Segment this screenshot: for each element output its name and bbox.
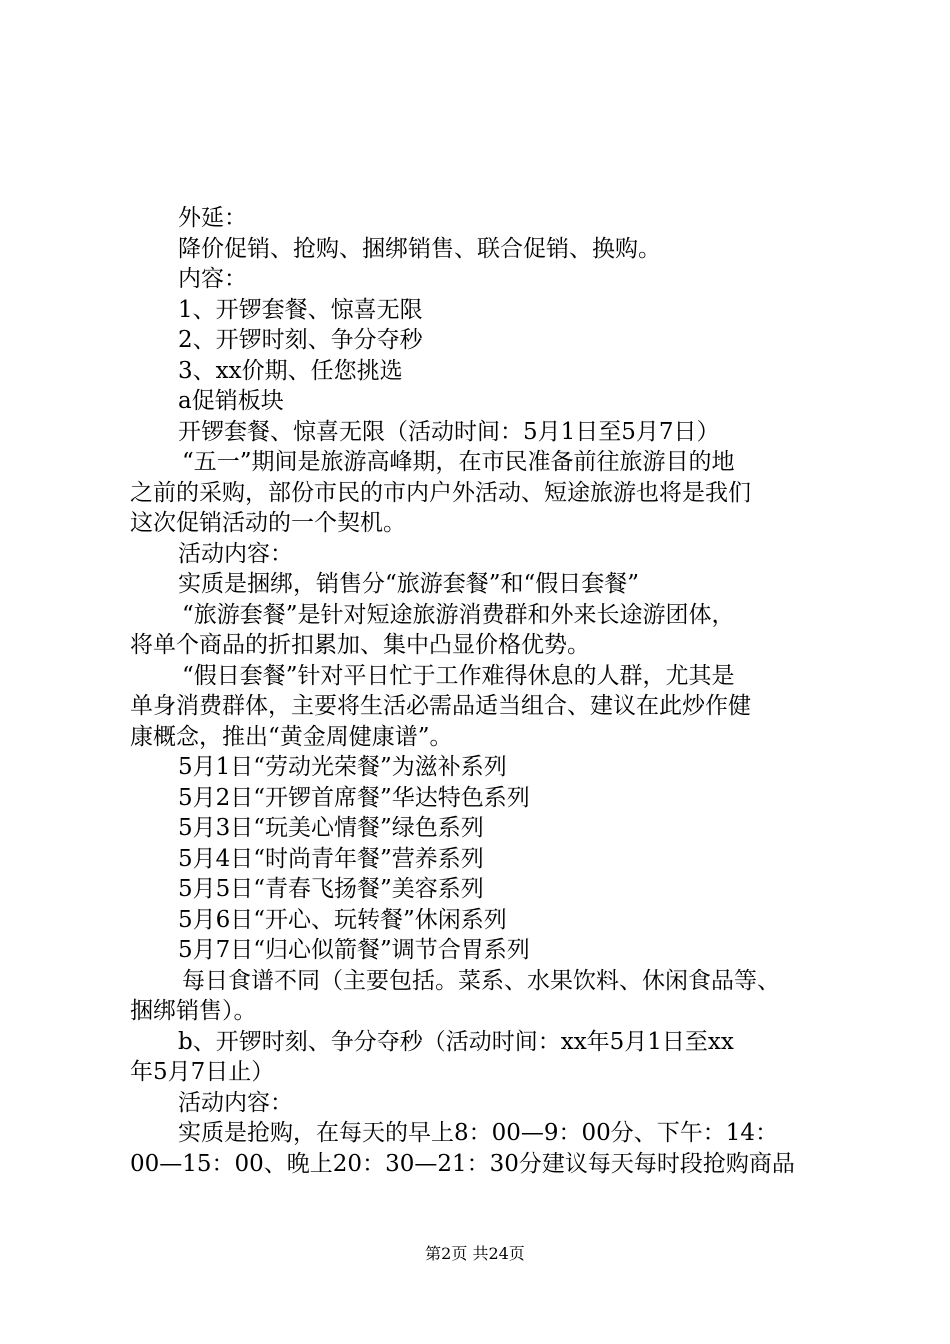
document-body (130, 203, 850, 1179)
text-line: 康概念，推出“黄金周健康谱”。 (130, 723, 453, 750)
text-line: “旅游套餐”是针对短途旅游消费群和外来长途游团体， (182, 601, 735, 628)
text-line: 每日食谱不同（主要包括。菜系、水果饮料、休闲食品等、 (182, 967, 780, 994)
text-line: “五一”期间是旅游高峰期，在市民准备前往旅游目的地 (182, 449, 735, 475)
text-line: 1、开锣套餐、惊喜无限 (178, 296, 423, 323)
text-line: 开锣套餐、惊喜无限（活动时间：5月1日至5月7日） (178, 418, 720, 445)
text-line: 00—15：00、晚上20：30—21：30分建议每天每时段抢购商品 (130, 1150, 795, 1177)
page-number-footer: 第2页 共24页 (425, 1244, 525, 1263)
text-line: 实质是抢购，在每天的早上8：00—9：00分、下午：14： (178, 1120, 779, 1146)
text-line: 之前的采购，部份市民的市内户外活动、短途旅游也将是我们 (130, 479, 751, 506)
text-line: 5月2日“开锣首席餐”华达特色系列 (178, 784, 530, 811)
text-line: b、开锣时刻、争分夺秒（活动时间：xx年5月1日至xx (178, 1028, 734, 1055)
text-line: 5月7日“归心似箭餐”调节合胃系列 (178, 937, 530, 963)
text-line: 5月1日“劳动光荣餐”为滋补系列 (178, 754, 507, 780)
text-line: 将单个商品的折扣累加、集中凸显价格优势。 (130, 632, 590, 658)
text-line: 单身消费群体，主要将生活必需品适当组合、建议在此炒作健 (130, 693, 751, 719)
text-line: 5月4日“时尚青年餐”营养系列 (178, 845, 484, 872)
text-line: a促销板块 (178, 388, 284, 414)
text-line: 内容： (178, 266, 247, 292)
text-line: 活动内容： (178, 1089, 293, 1116)
text-line: 活动内容： (178, 540, 293, 567)
text-line: 5月5日“青春飞扬餐”美容系列 (178, 876, 484, 902)
text-line: 5月3日“玩美心情餐”绿色系列 (178, 815, 484, 841)
text-line: 捆绑销售）。 (130, 998, 257, 1024)
text-line: 降价促销、抢购、捆绑销售、联合促销、换购。 (178, 235, 661, 262)
text-line: 3、xx价期、任您挑选 (178, 357, 403, 384)
text-line: 外延： (178, 205, 247, 231)
text-line: 5月6日“开心、玩转餐”休闲系列 (178, 906, 507, 933)
text-line: 这次促销活动的一个契机。 (130, 510, 406, 536)
text-line: 年5月7日止） (130, 1059, 275, 1085)
text-line: 2、开锣时刻、争分夺秒 (178, 327, 423, 353)
text-line: “假日套餐”针对平日忙于工作难得休息的人群，尤其是 (182, 662, 735, 689)
text-line: 实质是捆绑，销售分“旅游套餐”和“假日套餐” (178, 571, 640, 597)
